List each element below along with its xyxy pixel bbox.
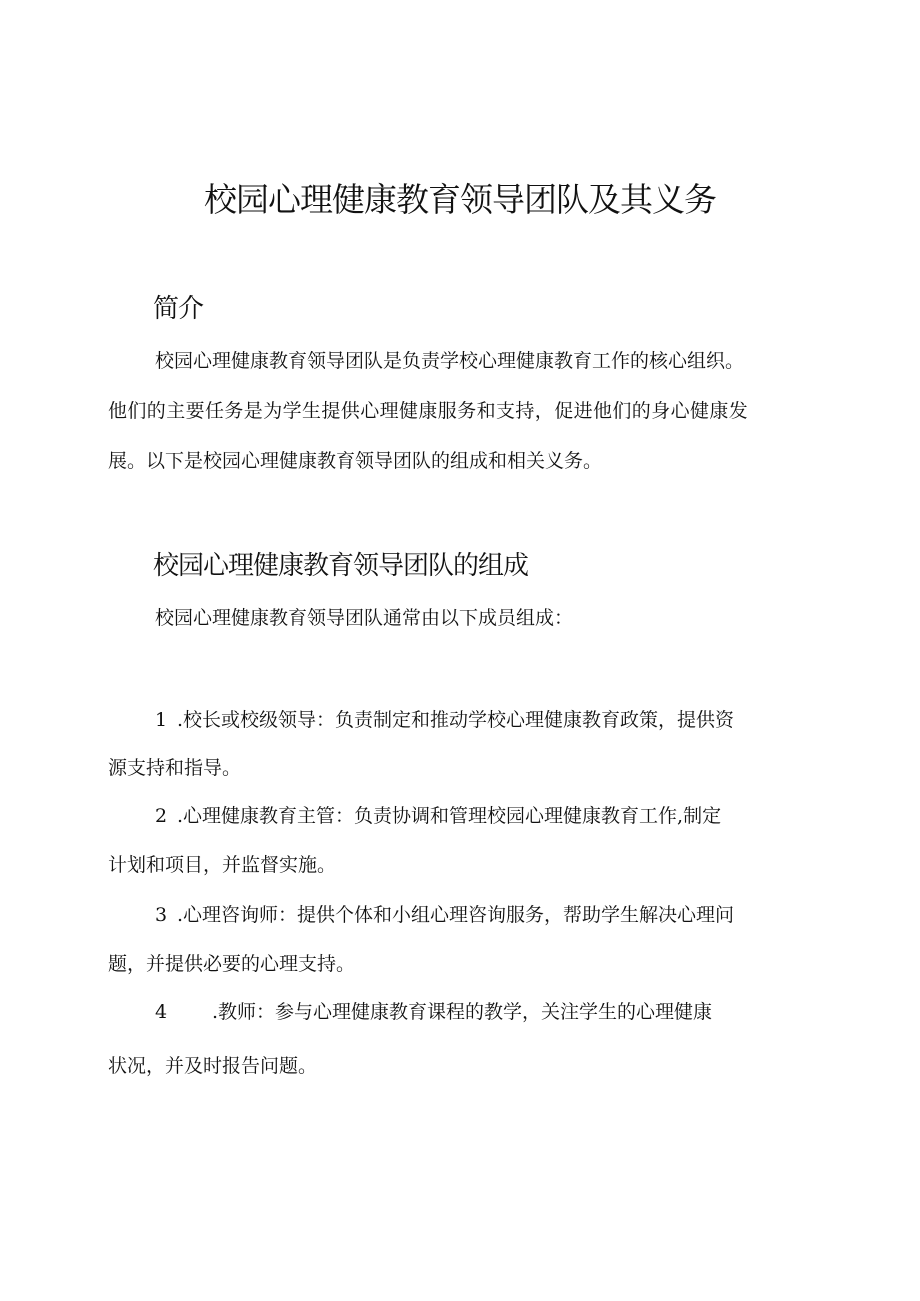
intro-line-2: 他们的主要任务是为学生提供心理健康服务和支持，促进他们的身心健康发 xyxy=(108,400,749,422)
list-item-3-line-1 xyxy=(155,901,734,929)
list-item-text: .心理健康教育主管：负责协调和管理校园心理健康教育工作,制定 xyxy=(177,805,722,827)
list-item-1-line-2: 源支持和指导。 xyxy=(108,757,242,779)
composition-lead: 校园心理健康教育领导团队通常由以下成员组成： xyxy=(155,607,574,629)
list-item-2-line-2: 计划和项目，并监督实施。 xyxy=(108,854,337,876)
intro-line-3: 展。以下是校园心理健康教育领导团队的组成和相关义务。 xyxy=(108,450,603,472)
document-title: 校园心理健康教育领导团队及其义务 xyxy=(204,180,716,219)
list-item-text: .校长或校级领导：负责制定和推动学校心理健康教育政策，提供资 xyxy=(177,709,735,731)
list-item-number: 4 xyxy=(155,1001,168,1023)
list-item-number: 1 xyxy=(155,709,168,731)
list-item-4-line-1 xyxy=(155,998,712,1026)
list-item-number: 3 xyxy=(155,904,168,926)
list-item-1-line-1 xyxy=(155,706,734,734)
list-item-text: .教师：参与心理健康教育课程的教学，关注学生的心理健康 xyxy=(212,1001,713,1023)
list-item-text: .心理咨询师：提供个体和小组心理咨询服务，帮助学生解决心理问 xyxy=(177,904,735,926)
list-item-number: 2 xyxy=(155,805,168,827)
intro-line-1: 校园心理健康教育领导团队是负责学校心理健康教育工作的核心组织。 xyxy=(155,350,745,372)
list-item-3-line-2: 题，并提供必要的心理支持。 xyxy=(108,953,356,975)
list-item-4-line-2: 状况，并及时报告问题。 xyxy=(108,1055,318,1077)
composition-heading: 校园心理健康教育领导团队的组成 xyxy=(153,551,529,581)
intro-heading: 简介 xyxy=(153,294,204,324)
list-item-2-line-1 xyxy=(155,802,721,830)
